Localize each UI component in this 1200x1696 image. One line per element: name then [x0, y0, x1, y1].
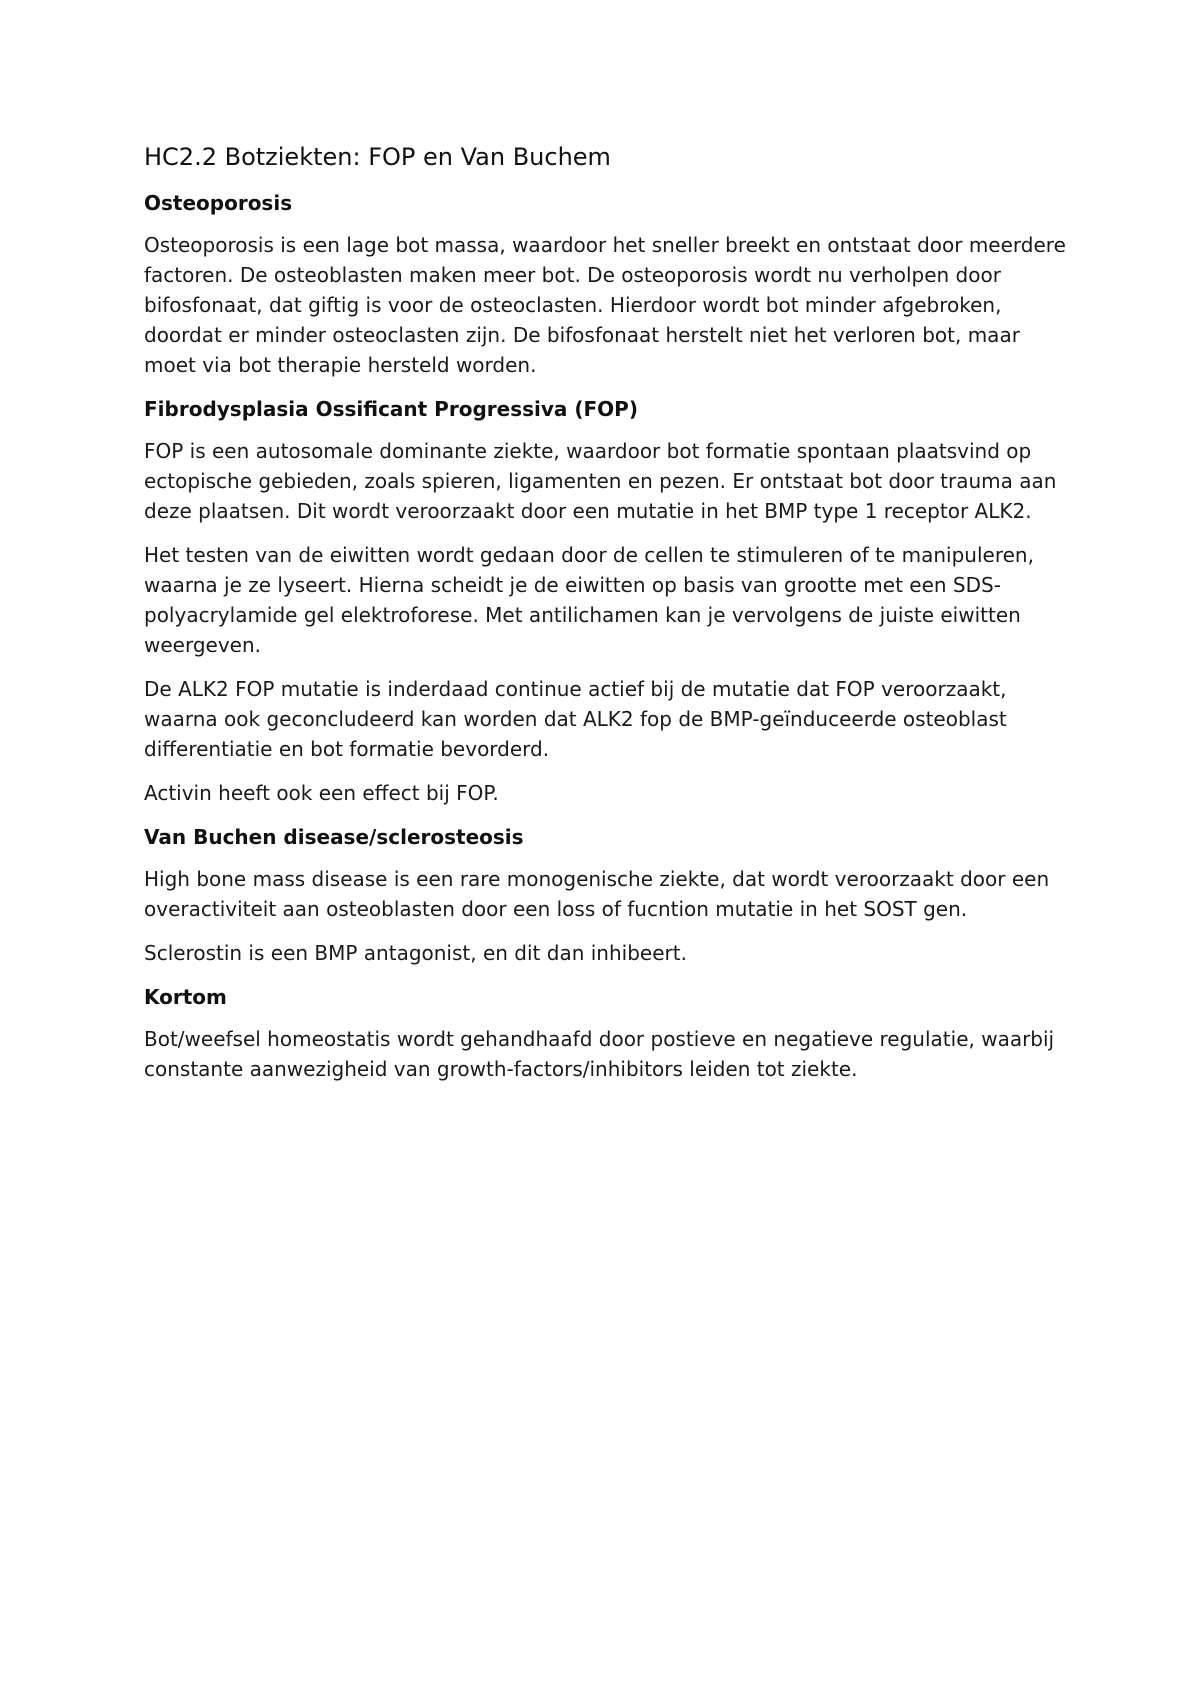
document-page — [144, 140, 1074, 1098]
paragraph: High bone mass disease is een rare monogenische ziekte, dat wordt veroorzaakt door een overactiviteit aan osteoblasten door een loss of fucntion mutatie in het SOST gen. — [144, 867, 1050, 921]
section-heading-osteoporosis: Osteoporosis — [144, 191, 293, 215]
paragraph: FOP is een autosomale dominante ziekte, waardoor bot formatie spontaan plaatsvind op ectopische gebieden, zoals spieren, ligamenten en pezen. Er ontstaat bot door trauma aan deze plaatsen. Dit wordt veroorzaakt door een mutatie in het BMP type 1 receptor ALK2. — [144, 439, 1057, 523]
section-heading-kortom: Kortom — [144, 985, 227, 1009]
paragraph: De ALK2 FOP mutatie is inderdaad continue actief bij de mutatie dat FOP veroorzaakt, waarna ook geconcludeerd kan worden dat ALK2 fop de BMP-geïnduceerde osteoblast differentiatie en bot formatie bevorderd. — [144, 677, 1007, 761]
paragraph: Osteoporosis is een lage bot massa, waardoor het sneller breekt en ontstaat door meerdere factoren. De osteoblasten maken meer bot. De osteoporosis wordt nu verholpen door bifosfonaat, dat giftig is voor de osteoclasten. Hierdoor wordt bot minder afgebroken, doordat er minder osteoclasten zijn. De bifosfonaat herstelt niet het verloren bot, maar moet via bot therapie hersteld worden. — [144, 233, 1066, 377]
section-heading-fop: Fibrodysplasia Ossificant Progressiva (FOP) — [144, 397, 638, 421]
paragraph: Sclerostin is een BMP antagonist, en dit dan inhibeert. — [144, 941, 687, 965]
document-title: HC2.2 Botziekten: FOP en Van Buchem — [144, 143, 611, 171]
paragraph: Activin heeft ook een effect bij FOP. — [144, 781, 499, 805]
section-heading-van-buchem: Van Buchen disease/sclerosteosis — [144, 825, 524, 849]
paragraph: Bot/weefsel homeostatis wordt gehandhaafd door postieve en negatieve regulatie, waarbij constante aanwezigheid van growth-factors/inhibitors leiden tot ziekte. — [144, 1027, 1055, 1081]
paragraph: Het testen van de eiwitten wordt gedaan door de cellen te stimuleren of te manipuleren, waarna je ze lyseert. Hierna scheidt je de eiwitten op basis van grootte met een SDS-polyacrylamide gel elektroforese. Met antilichamen kan je vervolgens de juiste eiwitten weergeven. — [144, 543, 1034, 657]
